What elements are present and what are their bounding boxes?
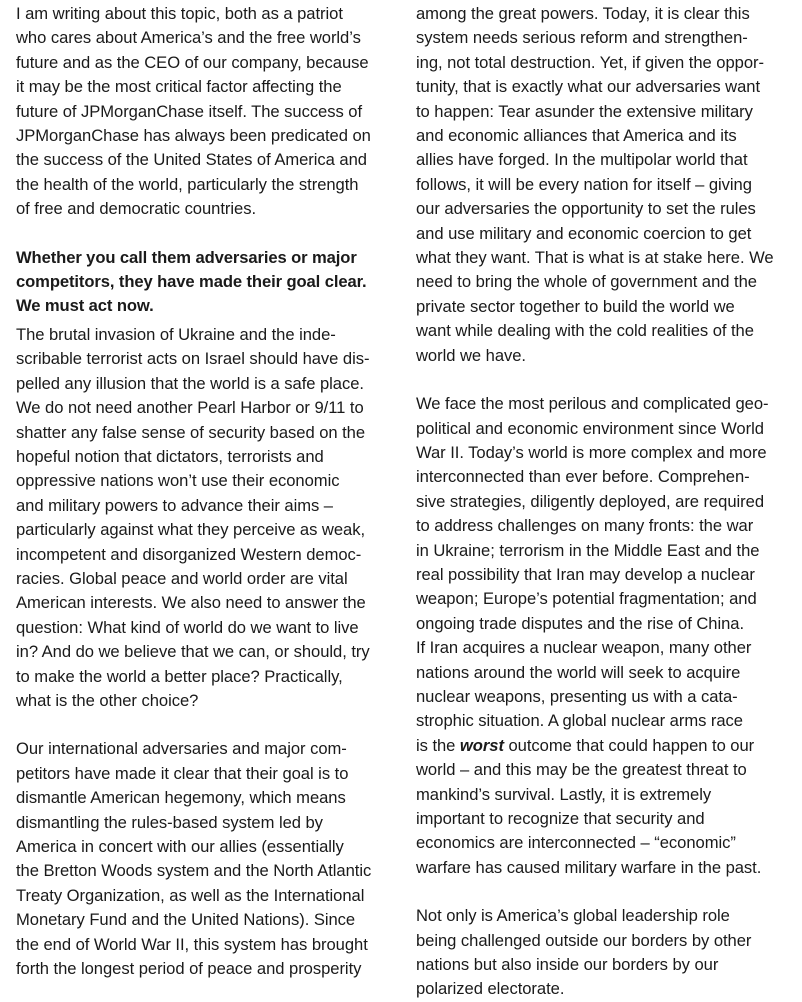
text-line: I am writing about this topic, both as a patriot	[16, 4, 343, 23]
text-line: important to recognize that security and	[416, 809, 705, 828]
text-line: particularly against what they perceive as weak,	[16, 520, 366, 540]
text-line: the Bretton Woods system and the North Atlantic	[16, 861, 372, 881]
paragraph-gap	[16, 713, 396, 737]
text-line: our adversaries the opportunity to set the rules	[416, 199, 756, 219]
text-line: nations around the world will seek to acquire	[416, 662, 741, 682]
text-line: Not only is America’s global leadership role	[416, 906, 730, 926]
text-line: We do not need another Pearl Harbor or 9/11 to	[16, 398, 364, 418]
text-line: Monetary Fund and the United Nations). Since	[16, 910, 356, 930]
text-line: to happen: Tear asunder the extensive military	[416, 101, 753, 121]
text-line: polarized electorate.	[416, 979, 565, 999]
text-line: need to bring the whole of government and the	[416, 272, 757, 292]
text-line: being challenged outside our borders by other	[416, 930, 752, 950]
text-line: American interests. We also need to answer the	[16, 593, 366, 613]
text-line: to make the world a better place? Practically,	[16, 666, 343, 686]
leadership-paragraph	[416, 904, 796, 1002]
text-line: shatter any false sense of security based on the	[16, 422, 366, 442]
text-line: petitors have made it clear that their goal is to	[16, 763, 349, 783]
text-line: tunity, that is exactly what our adversaries want	[416, 77, 761, 97]
text-line: the health of the world, particularly the strength	[16, 174, 359, 194]
text-line: want while dealing with the cold realities of the	[416, 321, 754, 341]
text-line: nations but also inside our borders by our	[416, 955, 719, 975]
text-line: strophic situation. A global nuclear arms race	[416, 711, 743, 731]
text-line: If Iran acquires a nuclear weapon, many other	[416, 638, 752, 658]
text-fragment: is the	[416, 735, 460, 755]
text-line: America in concert with our allies (essentially	[16, 837, 344, 856]
text-line: nuclear weapons, presenting us with a cata-	[416, 686, 738, 706]
text-line: We face the most perilous and complicated geo-	[416, 394, 769, 414]
text-line: of free and democratic countries.	[16, 199, 257, 219]
text-line: incompetent and disorganized Western democ-	[16, 544, 362, 564]
text-line: private sector together to build the world we	[416, 296, 735, 316]
ukraine-paragraph	[16, 323, 396, 714]
text-line: dismantling the rules-based system led by	[16, 812, 323, 832]
text-fragment: outcome that could happen to our	[503, 735, 755, 755]
heading-line: Whether you call them adversaries or major	[16, 247, 357, 267]
paragraph-gap	[416, 368, 796, 392]
text-line: mankind’s survival. Lastly, it is extremely	[416, 784, 712, 804]
text-line: follows, it will be every nation for itself – giving	[416, 174, 752, 194]
text-line: world we have.	[416, 345, 526, 365]
text-line: the success of the United States of America and	[16, 150, 367, 170]
text-line: what is the other choice?	[16, 690, 199, 710]
text-line: who cares about America’s and the free world’s	[16, 28, 361, 48]
text-line: it may be the most critical factor affecting the	[16, 77, 342, 97]
text-line: what they want. That is what is at stake here. We	[416, 248, 774, 268]
text-line: JPMorganChase has always been predicated on	[16, 126, 371, 146]
text-line: in? And do we believe that we can, or should, try	[16, 642, 370, 662]
text-line: the end of World War II, this system has brought	[16, 934, 368, 954]
text-line: allies have forged. In the multipolar world that	[416, 150, 748, 170]
section-heading	[16, 246, 396, 319]
emphasis-word: worst	[459, 735, 504, 755]
text-line: racies. Global peace and world order are vital	[16, 568, 348, 588]
text-line: The brutal invasion of Ukraine and the inde-	[16, 324, 336, 344]
perilous-environment-paragraph	[416, 392, 796, 880]
text-line: ing, not total destruction. Yet, if given the oppor-	[416, 52, 764, 72]
text-line: economics are interconnected – “economic”	[416, 833, 736, 853]
text-line: to address challenges on many fronts: the war	[416, 516, 754, 536]
text-line: scribable terrorist acts on Israel should have dis-	[16, 349, 370, 369]
paragraph-gap	[416, 880, 796, 904]
text-line: and military powers to advance their aims –	[16, 495, 333, 515]
text-line: Treaty Organization, as well as the International	[16, 885, 365, 905]
text-line: ongoing trade disputes and the rise of China.	[416, 613, 745, 633]
text-line: and economic alliances that America and its	[416, 126, 737, 146]
text-line: future and as the CEO of our company, because	[16, 52, 369, 72]
text-line: question: What kind of world do we want to live	[16, 617, 359, 637]
text-line: forth the longest period of peace and prosperity	[16, 959, 362, 979]
heading-line: competitors, they have made their goal clear.	[16, 272, 367, 292]
right-column	[416, 2, 796, 1002]
text-line: system needs serious reform and strengthen-	[416, 28, 748, 48]
text-line	[416, 734, 796, 758]
text-line: pelled any illusion that the world is a safe place.	[16, 373, 364, 393]
text-line: hopeful notion that dictators, terrorists and	[16, 446, 324, 466]
heading-line: We must act now.	[16, 296, 154, 316]
great-powers-paragraph	[416, 2, 796, 368]
text-line: world – and this may be the greatest threat to	[416, 760, 747, 780]
paragraph-gap	[16, 222, 396, 246]
text-line: future of JPMorganChase itself. The success of	[16, 101, 363, 121]
adversaries-paragraph	[16, 737, 396, 981]
left-column	[16, 2, 396, 981]
text-line: dismantle American hegemony, which means	[16, 788, 346, 808]
text-line: and use military and economic coercion to get	[416, 223, 752, 243]
text-line: War II. Today’s world is more complex and more	[416, 442, 767, 462]
text-line: Our international adversaries and major com-	[16, 739, 347, 759]
text-line: in Ukraine; terrorism in the Middle East and the	[416, 540, 760, 560]
text-line: oppressive nations won’t use their economic	[16, 471, 340, 491]
text-line: political and economic environment since World	[416, 418, 764, 438]
text-line: interconnected than ever before. Comprehen-	[416, 467, 750, 487]
text-line: warfare has caused military warfare in the past.	[416, 857, 762, 877]
text-line: weapon; Europe’s potential fragmentation; and	[416, 589, 757, 609]
text-line: real possibility that Iran may develop a nuclear	[416, 564, 755, 584]
text-line: sive strategies, diligently deployed, are required	[416, 491, 765, 511]
text-line: among the great powers. Today, it is clear this	[416, 4, 750, 23]
intro-paragraph	[16, 2, 396, 222]
